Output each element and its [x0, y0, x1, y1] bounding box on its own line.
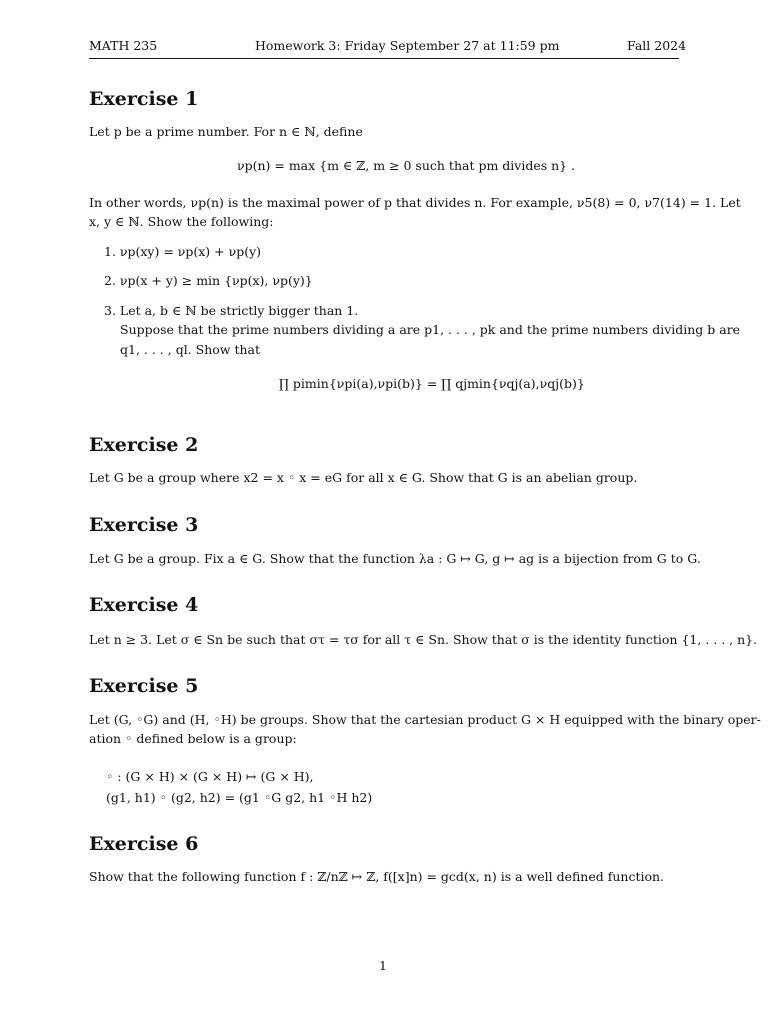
exercise-1-product-identity: ∏ pimin{νpi(a),νpi(b)} = ∏ qjmin{νqj(a),νqj(b)}	[279, 376, 585, 391]
exercise-6-heading: Exercise 6	[89, 833, 199, 855]
exercise-2-heading: Exercise 2	[89, 434, 199, 456]
exercise-1-item-3: 3. Let a, b ∈ ℕ be strictly bigger than 1.	[104, 303, 359, 318]
header-course: MATH 235	[89, 38, 158, 53]
exercise-1-explain-2: x, y ∈ ℕ. Show the following:	[89, 214, 274, 229]
header-term: Fall 2024	[627, 38, 687, 53]
exercise-1-item-1: 1. νp(xy) = νp(x) + νp(y)	[104, 244, 262, 259]
header-rule	[89, 58, 679, 59]
header-title: Homework 3: Friday September 27 at 11:59 pm	[255, 38, 560, 53]
exercise-5-formula-2: (g1, h1) ◦ (g2, h2) = (g1 ◦G g2, h1 ◦H h2)	[106, 790, 373, 805]
exercise-1-definition: νp(n) = max {m ∈ ℤ, m ≥ 0 such that pm divides n} .	[237, 158, 576, 173]
exercise-5-formula-1: ◦ : (G × H) × (G × H) ↦ (G × H),	[106, 769, 314, 784]
exercise-4-text: Let n ≥ 3. Let σ ∈ Sn be such that στ = τσ for all τ ∈ Sn. Show that σ is the identity function {1, . . . , n}.	[89, 632, 758, 647]
page-number: 1	[379, 958, 387, 973]
exercise-2-text: Let G be a group where x2 = x ◦ x = eG for all x ∈ G. Show that G is an abelian group.	[89, 470, 638, 485]
exercise-1-item-3-line-3: q1, . . . , ql. Show that	[120, 342, 260, 357]
exercise-3-text: Let G be a group. Fix a ∈ G. Show that the function λa : G ↦ G, g ↦ ag is a bijection from G to G.	[89, 551, 701, 566]
exercise-5-text-2: ation ◦ defined below is a group:	[89, 731, 297, 746]
exercise-1-explain-1: In other words, νp(n) is the maximal power of p that divides n. For example, ν5(8) = 0, ν7(14) = 1. Let	[89, 195, 741, 210]
exercise-1-intro: Let p be a prime number. For n ∈ ℕ, define	[89, 124, 363, 139]
exercise-1-heading: Exercise 1	[89, 88, 199, 110]
exercise-1-item-2: 2. νp(x + y) ≥ min {νp(x), νp(y)}	[104, 273, 313, 288]
exercise-5-heading: Exercise 5	[89, 675, 199, 697]
exercise-3-heading: Exercise 3	[89, 514, 199, 536]
exercise-4-heading: Exercise 4	[89, 594, 199, 616]
exercise-1-item-3-line-2: Suppose that the prime numbers dividing a are p1, . . . , pk and the prime numbers dividing b are	[120, 322, 741, 337]
exercise-6-text: Show that the following function f : ℤ/nℤ ↦ ℤ, f([x]n) = gcd(x, n) is a well defined function.	[89, 869, 665, 884]
exercise-5-text-1: Let (G, ◦G) and (H, ◦H) be groups. Show that the cartesian product G × H equipped with the binary oper-	[89, 712, 761, 727]
